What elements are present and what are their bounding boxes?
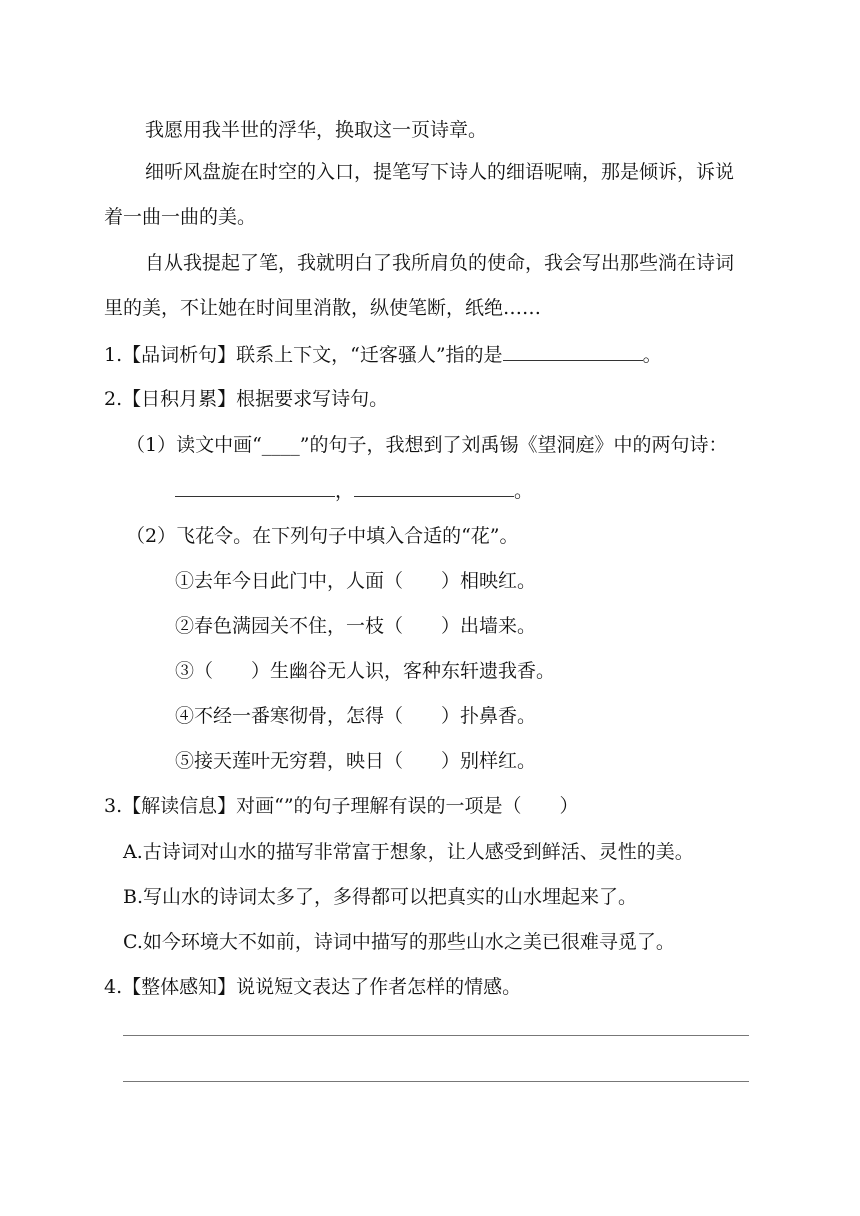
- passage-paragraph-1: 我愿用我半世的浮华，换取这一页诗章。: [145, 119, 488, 141]
- answer-end: 。: [514, 480, 534, 502]
- poem-line-blank-1[interactable]: [175, 476, 335, 497]
- flower-item-1: ①去年今日此门中，人面（ ）相映红。: [175, 570, 537, 592]
- flower-item-5: ⑤接天莲叶无穷碧，映日（ ）别样红。: [175, 750, 537, 772]
- question-2-title: 2.【日积月累】根据要求写诗句。: [104, 388, 389, 410]
- flower-item-2: ②春色满园关不住，一枝（ ）出墙来。: [175, 615, 537, 637]
- question-3-option-c[interactable]: C.如今环境大不如前，诗词中描写的那些山水之美已很难寻觅了。: [123, 931, 675, 953]
- question-1-answer-blank[interactable]: [503, 340, 643, 361]
- question-4-title: 4.【整体感知】说说短文表达了作者怎样的情感。: [104, 976, 522, 998]
- question-2-sub-2: （2）飞花令。在下列句子中填入合适的“花”。: [126, 525, 519, 547]
- flower-item-3: ③（ ）生幽谷无人识，客种东轩遗我香。: [175, 660, 556, 682]
- question-3-option-a[interactable]: A.古诗词对山水的描写非常富于想象，让人感受到鲜活、灵性的美。: [123, 841, 694, 863]
- passage-paragraph-3-line-2: 里的美，不让她在时间里消散，纵使笔断，纸绝……: [104, 297, 542, 319]
- question-2-sub-1-answer-line: [175, 476, 533, 505]
- question-4-answer-line-1[interactable]: [123, 1035, 749, 1036]
- question-3-option-b[interactable]: B.写山水的诗词太多了，多得都可以把真实的山水埋起来了。: [123, 886, 638, 908]
- passage-paragraph-2-line-2: 着一曲一曲的美。: [104, 206, 257, 228]
- question-2-sub-1: （1）读文中画“____”的句子，我想到了刘禹锡《望洞庭》中的两句诗：: [126, 434, 728, 456]
- flower-item-4: ④不经一番寒彻骨，怎得（ ）扑鼻香。: [175, 705, 537, 727]
- question-4-answer-line-2[interactable]: [123, 1081, 749, 1082]
- answer-separator: ，: [335, 480, 355, 502]
- question-1-text: 1.【品词析句】联系上下文，“迁客骚人”指的是: [104, 344, 503, 366]
- question-1-end: 。: [642, 344, 662, 366]
- passage-paragraph-3-line-1: 自从我提起了笔，我就明白了我所肩负的使命，我会写出那些淌在诗词: [145, 252, 735, 274]
- poem-line-blank-2[interactable]: [354, 476, 514, 497]
- question-1: [104, 340, 662, 369]
- question-3-title: 3.【解读信息】对画“”的句子理解有误的一项是（ ）: [104, 795, 579, 817]
- passage-paragraph-2-line-1: 细听风盘旋在时空的入口，提笔写下诗人的细语呢喃，那是倾诉，诉说: [145, 161, 735, 183]
